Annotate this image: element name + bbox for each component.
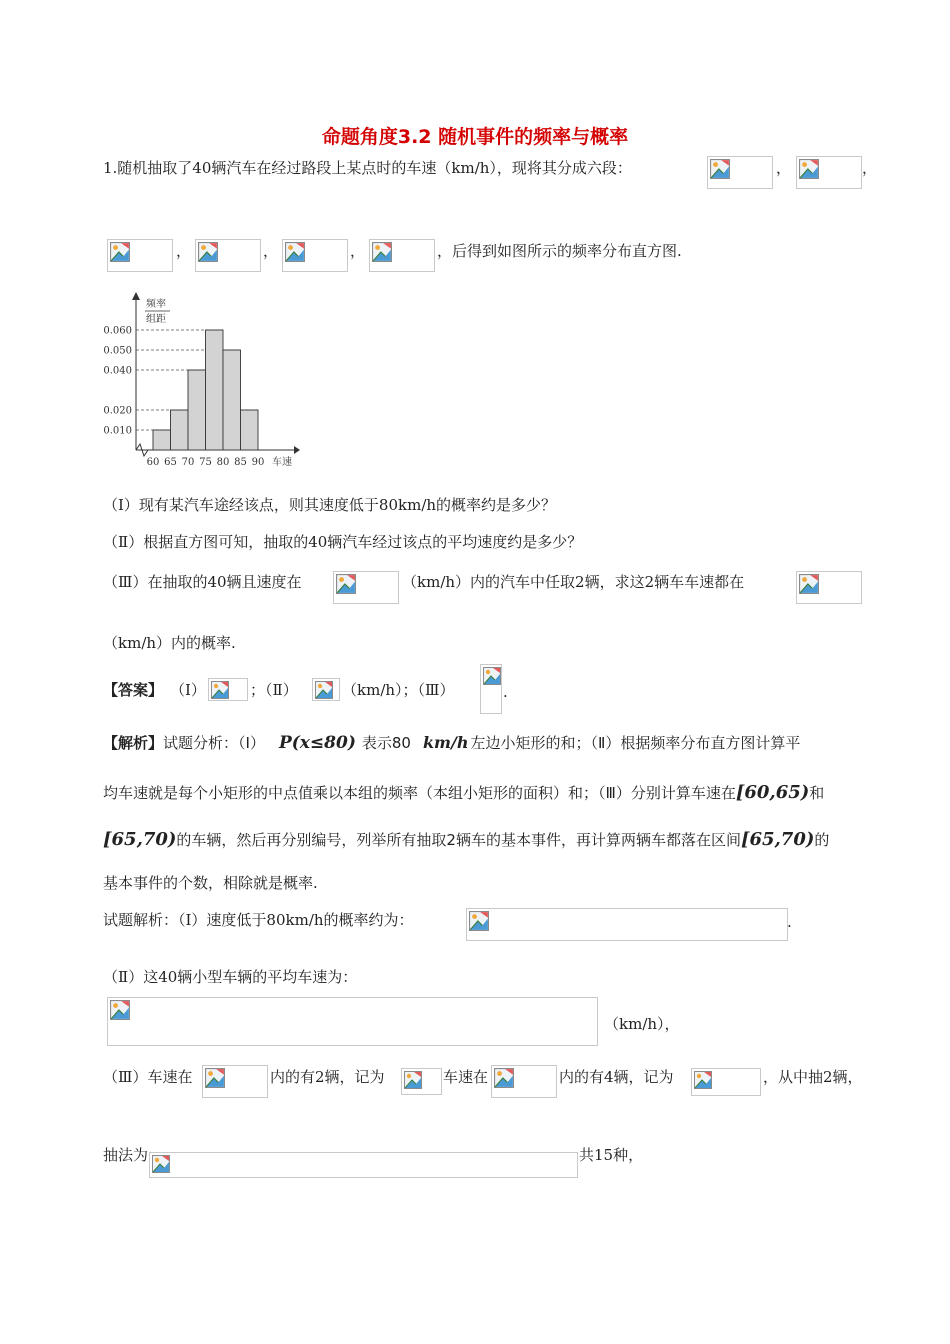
comma: ， <box>176 242 192 260</box>
x-tick-label: 60 <box>146 457 160 468</box>
formula-image <box>107 239 173 272</box>
question-intro: 1.随机抽取了40辆汽车在经过路段上某点时的车速（km/h），现将其分成六段： <box>103 159 632 177</box>
y-axis-arrow <box>132 292 140 300</box>
math-expression: P(x≤80) <box>278 733 356 753</box>
broken-image-icon <box>799 574 819 594</box>
formula-image <box>312 678 340 701</box>
analysis-label: 【解析】 <box>103 734 164 752</box>
formula-image <box>202 1065 268 1098</box>
broken-image-icon <box>110 1000 130 1020</box>
math-interval: [65,70) <box>740 829 815 850</box>
solution-4-a: 抽法为 <box>103 1146 149 1164</box>
answer-unit: （km/h）；（Ⅲ） <box>342 681 455 699</box>
y-tick-label: 0.040 <box>103 365 132 377</box>
formula-image <box>466 908 788 941</box>
question-3-part2: （km/h）内的汽车中任取2辆，求这2辆车车速都在 <box>402 573 745 591</box>
x-tick-label: 85 <box>234 457 247 468</box>
formula-image <box>691 1068 761 1096</box>
comma: ， <box>862 159 878 177</box>
analysis-line-1: 【解析】试题分析：（Ⅰ） P(x≤80) 表示80 km/h 左边小矩形的和；（Ⅱ）根据频率分布直方图计算平 <box>103 733 801 753</box>
formula-image <box>149 1152 578 1178</box>
question-1: （Ⅰ）现有某汽车途经该点，则其速度低于80km/h的概率约是多少？ <box>103 496 557 514</box>
histogram-bar <box>241 410 259 450</box>
histogram-bar <box>206 330 224 450</box>
broken-image-icon <box>404 1071 422 1089</box>
solution-3-d: 内的有4辆，记为 <box>559 1068 674 1086</box>
math-interval: [65,70) <box>103 829 177 850</box>
solution-3-c: 车速在 <box>443 1068 489 1086</box>
formula-image <box>796 571 862 604</box>
question-2: （Ⅱ）根据直方图可知，抽取的40辆汽车经过该点的平均速度约是多少？ <box>103 533 583 551</box>
formula-image <box>282 239 348 272</box>
question-3-part1: （Ⅲ）在抽取的40辆且速度在 <box>103 573 302 591</box>
x-tick-label: 75 <box>199 457 212 468</box>
y-tick-label: 0.050 <box>103 345 132 357</box>
analysis-line-4: 基本事件的个数，相除就是概率. <box>103 874 318 892</box>
histogram-bar <box>171 410 189 450</box>
math-unit: km/h <box>422 733 469 752</box>
histogram-bar <box>188 370 206 450</box>
solution-3-b: 内的有2辆，记为 <box>270 1068 385 1086</box>
solution-3-a: （Ⅲ）车速在 <box>103 1068 193 1086</box>
y-tick-label: 0.060 <box>103 325 132 337</box>
broken-image-icon <box>469 911 489 931</box>
broken-image-icon <box>211 681 229 699</box>
x-tick-label: 90 <box>251 457 265 468</box>
answer-part1: （Ⅰ） <box>170 681 206 699</box>
solution-2-unit: （km/h）， <box>604 1015 680 1033</box>
solution-1: 试题解析：（Ⅰ）速度低于80km/h的概率约为： <box>103 911 414 929</box>
x-axis-arrow <box>294 446 300 454</box>
solution-3-e: ，从中抽2辆， <box>763 1068 863 1086</box>
answer-sep: ；（Ⅱ） <box>250 681 298 699</box>
histogram-bar <box>223 350 241 450</box>
broken-image-icon <box>110 242 130 262</box>
formula-image <box>491 1065 557 1098</box>
comma: ， <box>350 242 366 260</box>
formula-image <box>333 571 399 604</box>
y-axis-label-bottom: 组距 <box>146 314 166 325</box>
formula-image <box>369 239 435 272</box>
question-intro-end: ，后得到如图所示的频率分布直方图. <box>437 242 682 260</box>
x-tick-label: 80 <box>216 457 230 468</box>
histogram-chart <box>100 290 300 476</box>
x-tick-label: 70 <box>181 457 195 468</box>
y-axis-label-top: 频率 <box>146 299 166 310</box>
question-3-part3: （km/h）内的概率. <box>103 634 236 652</box>
analysis-line-3: [65,70)的车辆，然后再分别编号，列举所有抽取2辆车的基本事件，再计算两辆车都落在区间[65,70)的 <box>103 829 830 850</box>
y-tick-label: 0.020 <box>103 405 132 417</box>
comma: ， <box>263 242 279 260</box>
x-tick-label: 65 <box>164 457 177 468</box>
broken-image-icon <box>315 681 333 699</box>
broken-image-icon <box>198 242 218 262</box>
x-axis-label: 车速 <box>272 457 292 468</box>
broken-image-icon <box>494 1068 514 1088</box>
formula-image <box>480 664 502 714</box>
formula-image <box>796 156 862 189</box>
answer-label: 【答案】 <box>103 681 164 699</box>
broken-image-icon <box>483 667 501 685</box>
answer-end: . <box>503 683 508 701</box>
broken-image-icon <box>710 159 730 179</box>
math-interval: [60,65) <box>735 782 810 803</box>
broken-image-icon <box>336 574 356 594</box>
histogram-bar <box>153 430 171 450</box>
comma: ， <box>776 159 792 177</box>
formula-image <box>401 1068 442 1095</box>
broken-image-icon <box>694 1071 712 1089</box>
broken-image-icon <box>205 1068 225 1088</box>
solution-1-end: . <box>787 913 792 931</box>
broken-image-icon <box>285 242 305 262</box>
formula-image <box>707 156 773 189</box>
broken-image-icon <box>372 242 392 262</box>
formula-image <box>195 239 261 272</box>
page-title: 命题角度3.2 随机事件的频率与概率 <box>321 126 629 148</box>
formula-image <box>107 997 598 1046</box>
broken-image-icon <box>799 159 819 179</box>
y-tick-label: 0.010 <box>103 425 132 437</box>
formula-image <box>208 678 248 701</box>
solution-2: （Ⅱ）这40辆小型车辆的平均车速为： <box>103 968 358 986</box>
solution-4-b: 共15种， <box>579 1146 644 1164</box>
broken-image-icon <box>152 1155 170 1173</box>
analysis-line-2: 均车速就是每个小矩形的中点值乘以本组的频率（本组小矩形的面积）和；（Ⅲ）分别计算车速在[60,65)和 <box>103 782 825 803</box>
